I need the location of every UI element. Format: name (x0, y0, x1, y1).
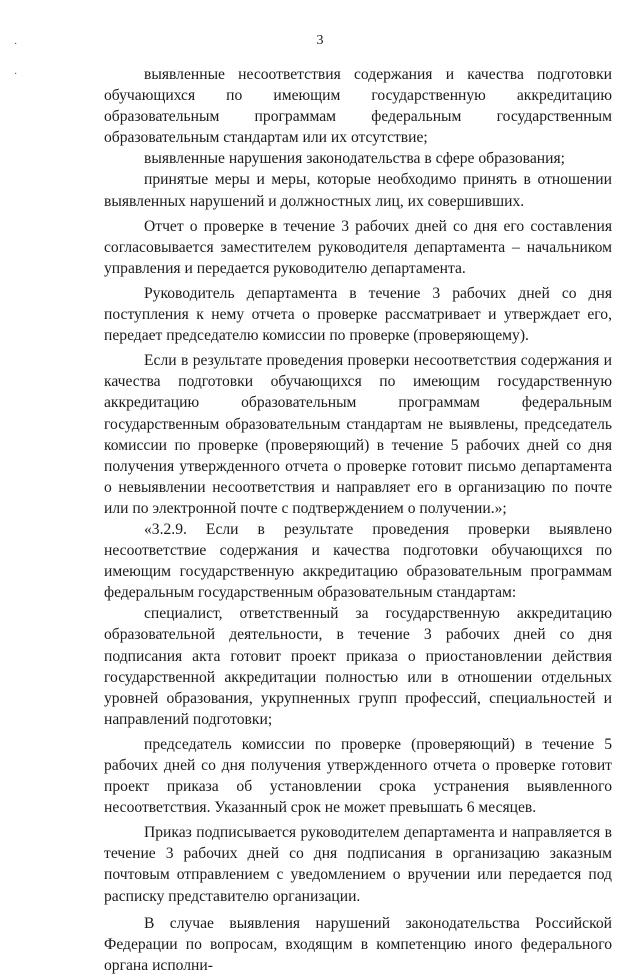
paragraph: выявленные несоответствия содержания и качества подготовки обучающихся по имеющим государственную аккредитацию образовательным программам федеральным государственным образовательным стандартам или их отсутствие; (104, 66, 612, 147)
paragraph: принятые меры и меры, которые необходимо принять в отношении выявленных нарушений и должностных лиц, их совершивших. (104, 171, 612, 210)
margin-dot: · (14, 69, 18, 80)
page-number: 3 (316, 33, 324, 48)
paragraph: Приказ подписывается руководителем департамента и направляется в течение 3 рабочих дней со дня подписания в организацию заказным почтовым отправлением с уведомлением о вручении или передается под расписку представителю организации. (104, 824, 612, 905)
paragraph: специалист, ответственный за государственную аккредитацию образовательной деятельности, в течение 3 рабочих дней со дня подписания акта готовит проект приказа о приостановлении действия государственной аккредитации полностью или в отношении отдельных уровней образования, укрупненных групп профессий, специальностей и направлений подготовки; (104, 605, 612, 728)
paragraph: «3.2.9. Если в результате проведения проверки выявлено несоответствие содержания и качества подготовки обучающихся по имеющим государственную аккредитацию образовательным программам федеральным государственным образовательным стандартам: (104, 520, 612, 602)
paragraph: председатель комиссии по проверке (проверяющий) в течение 5 рабочих дней со дня получения утвержденного отчета о проверке готовит проект приказа об установлении срока устранения выявленного несоответствия. Указанный срок не может превышать 6 месяцев. (104, 735, 612, 817)
document-body (104, 64, 612, 976)
paragraph: Если в результате проведения проверки несоответствия содержания и качества подготовки обучающихся по имеющим государственную аккредитацию образовательным программам федеральным государственным образовательным стандартам не выявлены, председатель комиссии по проверке (проверяющий) в течение 5 рабочих дней со дня получения утвержденного отчета о проверке готовит письмо департамента о невыявлении несоответствия и направляет его в организацию по почте или по электронной почте с подтверждением о получении.»; (104, 352, 612, 517)
paragraph: В случае выявления нарушений законодательства Российской Федерации по вопросам, входящим в компетенцию иного федерального органа исполни- (104, 914, 612, 974)
paragraph: выявленные нарушения законодательства в сфере образования; (144, 150, 565, 168)
margin-dot: · (14, 39, 18, 50)
paragraph: Отчет о проверке в течение 3 рабочих дней со дня его составления согласовывается заместителем руководителя департамента – начальником управления и передается руководителю департамента. (104, 217, 612, 277)
paragraph: Руководитель департамента в течение 3 рабочих дней со дня поступления к нему отчета о проверке рассматривает и утверждает его, передает председателю комиссии по проверке (проверяющему). (104, 284, 612, 345)
